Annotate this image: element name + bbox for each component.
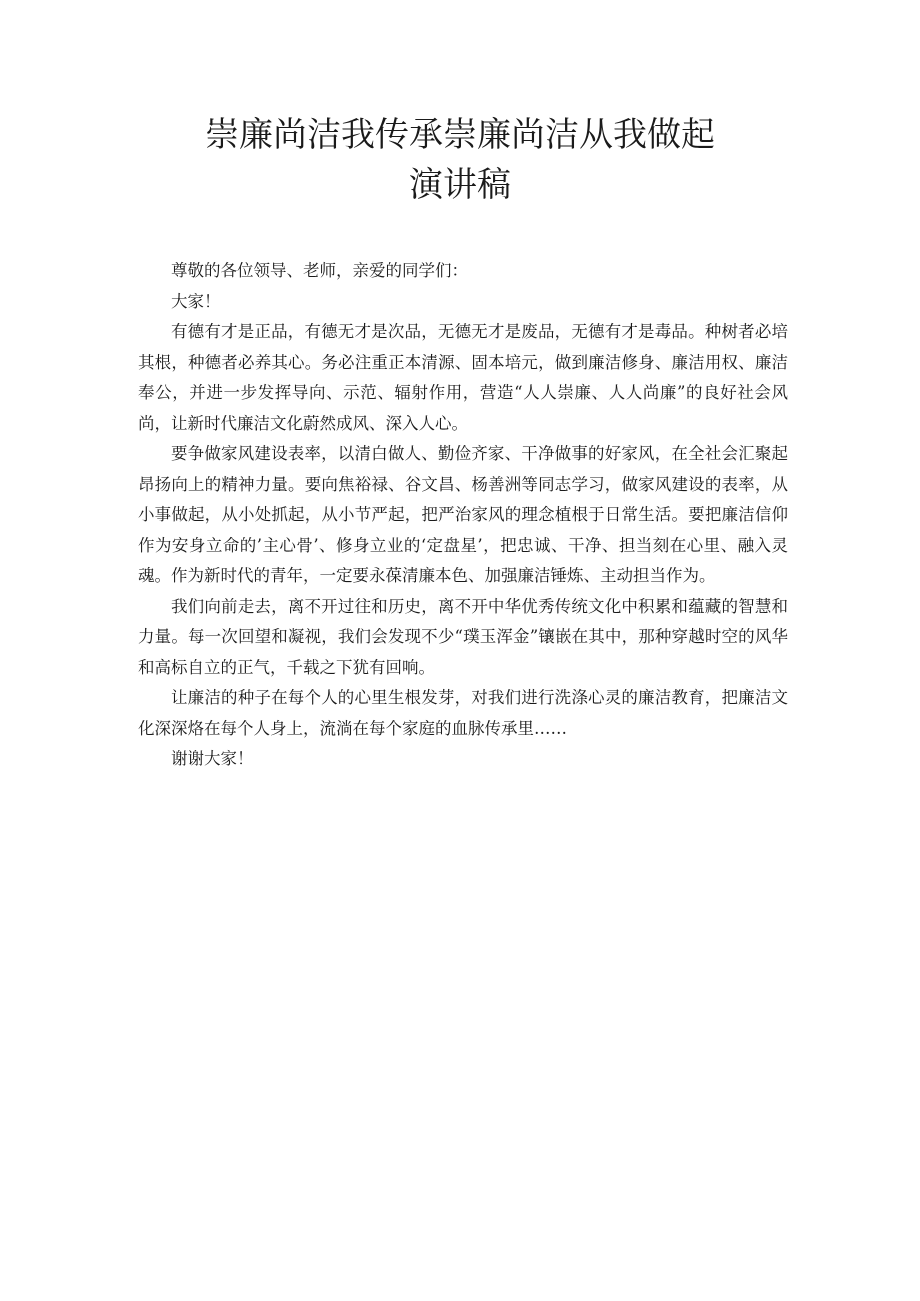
paragraph-seed: 让廉洁的种子在每个人的心里生根发芽，对我们进行洗涤心灵的廉洁教育，把廉洁文化深深烙在每个人身上，流淌在每个家庭的血脉传承里…… — [138, 688, 788, 738]
title-line-1: 崇廉尚洁我传承崇廉尚洁从我做起 — [205, 115, 715, 155]
salutation: 尊敬的各位领导、老师，亲爱的同学们： — [171, 261, 468, 280]
document-body — [138, 256, 788, 775]
paragraph-tradition: 我们向前走去，离不开过往和历史，离不开中华优秀传统文化中积累和蕴藏的智慧和力量。每一次回望和凝视，我们会发现不少“璞玉浑金”镶嵌在其中，那种穿越时空的风华和高标自立的正气，千载之下犹有回响。 — [138, 596, 788, 677]
closing: 谢谢大家！ — [171, 749, 254, 768]
paragraph-virtue: 有德有才是正品，有德无才是次品，无德无才是废品，无德有才是毒品。种树者必培其根，种德者必养其心。务必注重正本清源、固本培元，做到廉洁修身、廉洁用权、廉洁奉公，并进一步发挥导向、示范、辐射作用，营造“人人崇廉、人人尚廉”的良好社会风尚，让新时代廉洁文化蔚然成风、深入人心。 — [138, 322, 788, 433]
title-line-2: 演讲稿 — [409, 165, 511, 205]
paragraph-family-style: 要争做家风建设表率，以清白做人、勤俭齐家、干净做事的好家风，在全社会汇聚起昂扬向上的精神力量。要向焦裕禄、谷文昌、杨善洲等同志学习，做家风建设的表率，从小事做起，从小处抓起，从小节严起，把严治家风的理念植根于日常生活。要把廉洁信仰作为安身立命的’主心骨’、修身立业的‘定盘星’，把忠诚、干净、担当刻在心里、融入灵魂。作为新时代的青年，一定要永葆清廉本色、加强廉洁锤炼、主动担当作为。 — [138, 444, 788, 585]
document-title — [0, 110, 920, 210]
greeting: 大家！ — [171, 291, 221, 311]
